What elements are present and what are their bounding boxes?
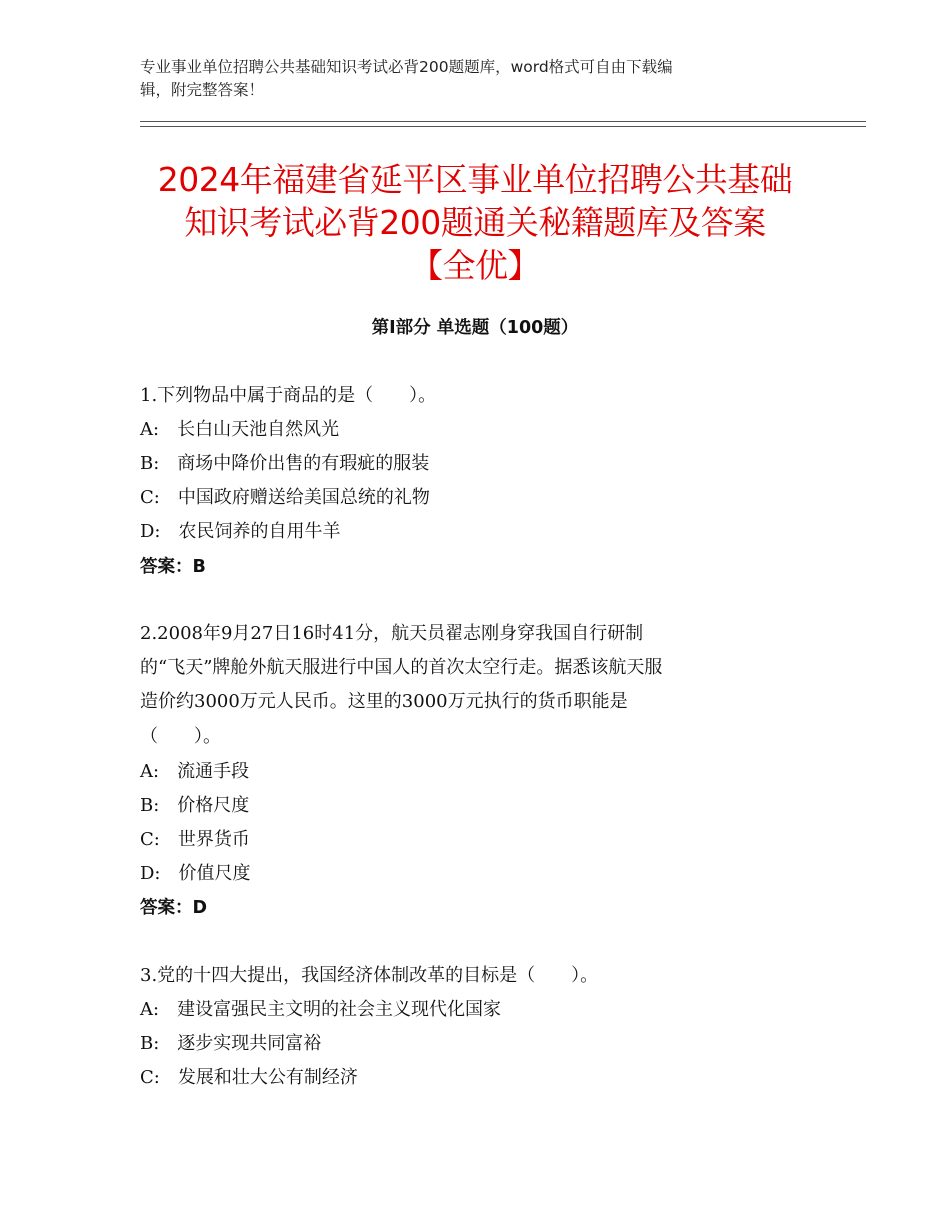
option-a: A: 长白山天池自然风光 — [140, 419, 340, 440]
option-d: D: 价值尺度 — [140, 863, 251, 884]
header-divider — [140, 121, 866, 122]
question-stem: （ ）。 — [140, 726, 221, 747]
question-stem: 的“飞天”牌舱外航天服进行中国人的首次太空行走。据悉该航天服 — [140, 657, 663, 678]
header-note — [140, 56, 800, 102]
option-a: A: 流通手段 — [140, 761, 250, 782]
title-line: 知识考试必背200题通关秘籍题库及答案 — [184, 203, 766, 242]
option-c: C: 世界货币 — [140, 829, 250, 850]
option-d: D: 农民饲养的自用牛羊 — [140, 521, 341, 542]
title-line: 2024年福建省延平区事业单位招聘公共基础 — [157, 160, 793, 199]
option-b: B: 逐步实现共同富裕 — [140, 1033, 322, 1054]
section-heading: 第Ⅰ部分 单选题（100题） — [371, 318, 579, 338]
question-stem: 3.党的十四大提出，我国经济体制改革的目标是（ ）。 — [140, 965, 599, 986]
option-b: B: 价格尺度 — [140, 795, 250, 816]
question-stem: 1.下列物品中属于商品的是（ ）。 — [140, 385, 437, 406]
title-line: 【全优】 — [410, 246, 540, 285]
option-c: C: 中国政府赠送给美国总统的礼物 — [140, 487, 430, 508]
question-stem: 造价约3000万元人民币。这里的3000万元执行的货币职能是 — [140, 691, 628, 712]
header-divider — [140, 126, 866, 127]
option-c: C: 发展和壮大公有制经济 — [140, 1067, 358, 1088]
header-note-line: 辑，附完整答案！ — [140, 81, 265, 99]
answer-label: 答案：D — [140, 898, 208, 918]
document-title — [120, 158, 830, 287]
option-a: A: 建设富强民主文明的社会主义现代化国家 — [140, 999, 502, 1020]
option-b: B: 商场中降价出售的有瑕疵的服装 — [140, 453, 430, 474]
header-note-line: 专业事业单位招聘公共基础知识考试必背200题题库，word格式可自由下载编 — [140, 58, 673, 76]
answer-label: 答案：B — [140, 557, 206, 577]
question-stem: 2.2008年9月27日16时41分，航天员翟志刚身穿我国自行研制 — [140, 623, 644, 644]
